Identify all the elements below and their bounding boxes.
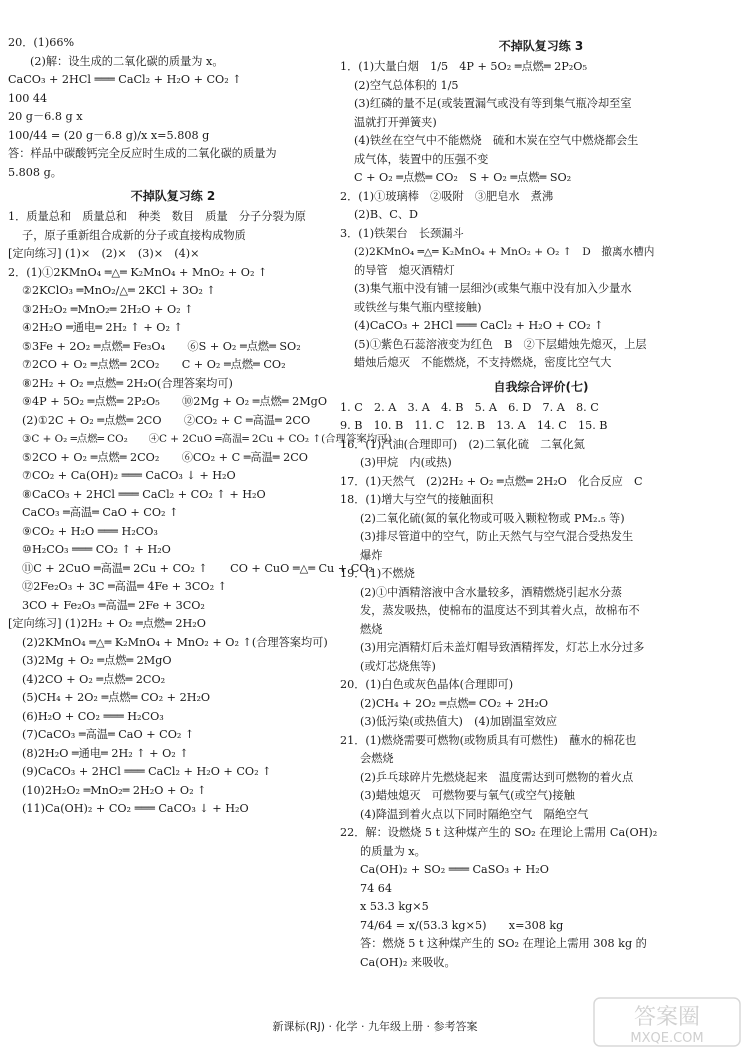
answer-line: (3)红磷的量不足(或装置漏气或没有等到集气瓶冷却至室: [354, 97, 632, 110]
answer-line: (3)甲烷 内(或热): [360, 456, 452, 469]
answer-line: (2)①中酒精溶液中含水量较多，酒精燃烧引起水分蒸: [360, 585, 622, 599]
equation-line: ⑧CaCO₃ + 2HCl ═══ CaCl₂ + CO₂ ↑ + H₂O: [22, 487, 266, 501]
answer-line: 的质量为 x。: [360, 844, 426, 858]
answer-line: 1．(1)大量白烟 1/5 4P + 5O₂ ═点燃═ 2P₂O₅: [340, 60, 587, 73]
answer-line: (2)乒乓球碎片先燃烧起来 温度需达到可燃物的着火点: [360, 770, 634, 784]
proportion-line: 100/44 = (20 g－6.8 g)/x x=5.808 g: [8, 128, 210, 142]
equation-line: ⑩H₂CO₃ ═══ CO₂ ↑ + H₂O: [22, 543, 171, 556]
answer-line: 燃烧: [360, 622, 383, 636]
equation-line: CaCO₃ + 2HCl ═══ CaCl₂ + H₂O + CO₂ ↑: [8, 73, 242, 86]
page-footer: 新课标(RJ) · 化学 · 九年级上册 · 参考答案: [272, 1020, 478, 1033]
answer-line: 20．(1)66%: [8, 36, 75, 49]
answer-line: 答：燃烧 5 t 这种煤产生的 SO₂ 在理论上需用 308 kg 的: [360, 937, 647, 950]
equation-line: ⑪C + 2CuO ═高温═ 2Cu + CO₂ ↑ CO + CuO ═△═ Cu + CO₂: [22, 561, 373, 575]
answer-line: 蜡烛后熄灭 不能燃烧，不支持燃烧，密度比空气大: [354, 356, 612, 369]
answer-line: (或灯芯烧焦等): [360, 659, 436, 673]
answer-line: (3)排尽管道中的空气，防止天然气与空气混合受热发生: [360, 530, 634, 543]
watermark-text: 答案圈: [633, 1005, 701, 1030]
equation-line: (4)2CO + O₂ ═点燃═ 2CO₂: [22, 672, 166, 686]
answer-line: (4)铁丝在空气中不能燃烧 硫和木炭在空气中燃烧都会生: [354, 134, 639, 147]
equation-line: (2)2KMnO₄ ═△═ K₂MnO₄ + MnO₂ + O₂ ↑ D 撤离水槽内: [354, 246, 655, 258]
proportion-line: 74/64 = x/(53.3 kg×5) x=308 kg: [360, 918, 564, 932]
answer-line: (5)①紫色石蕊溶液变为红色 B ②下层蜡烛先熄灭，上层: [354, 337, 647, 351]
equation-line: 2．(1)①2KMnO₄ ═△═ K₂MnO₄ + MnO₂ + O₂ ↑: [8, 265, 268, 279]
answer-line: 3．(1)铁架台 长颈漏斗: [340, 226, 464, 240]
answer-line: Ca(OH)₂ 来吸收。: [360, 955, 456, 969]
answer-line: 5.808 g。: [8, 165, 62, 179]
equation-line: C + O₂ ═点燃═ CO₂ S + O₂ ═点燃═ SO₂: [354, 171, 572, 184]
answer-line: (2)空气总体积的 1/5: [354, 78, 459, 92]
section-title: 不掉队复习练 3: [498, 39, 584, 53]
equation-line: [定向练习] (1)2H₂ + O₂ ═点燃═ 2H₂O: [8, 617, 206, 630]
equation-line: (8)2H₂O ═通电═ 2H₂ ↑ + O₂ ↑: [22, 746, 189, 760]
answer-line: 温就打开弹簧夹): [354, 115, 437, 129]
equation-line: Ca(OH)₂ + SO₂ ═══ CaSO₃ + H₂O: [360, 863, 549, 876]
mass-ratio-line: 74 64: [360, 881, 393, 895]
equation-line: 3CO + Fe₂O₃ ═高温═ 2Fe + 3CO₂: [22, 598, 205, 612]
answer-line: [定向练习] (1)× (2)× (3)× (4)×: [8, 247, 200, 260]
answer-line: 或铁丝与集气瓶内壁接触): [354, 300, 482, 314]
answer-line: (2)解：设生成的二氧化碳的质量为 x。: [30, 54, 224, 68]
answer-line: (4)降温到着火点以下同时隔绝空气 隔绝空气: [360, 807, 589, 821]
answer-line: 22．解：设燃烧 5 t 这种煤产生的 SO₂ 在理论上需用 Ca(OH)₂: [340, 826, 658, 839]
equation-line: (6)H₂O + CO₂ ═══ H₂CO₃: [22, 709, 164, 723]
equation-line: (11)Ca(OH)₂ + CO₂ ═══ CaCO₃ ↓ + H₂O: [22, 802, 249, 815]
equation-line: (7)CaCO₃ ═高温═ CaO + CO₂ ↑: [22, 728, 195, 741]
equation-line: ④2H₂O ═通电═ 2H₂ ↑ + O₂ ↑: [22, 321, 183, 334]
equation-line: ⑦CO₂ + Ca(OH)₂ ═══ CaCO₃ ↓ + H₂O: [22, 469, 236, 482]
choice-answers: 9. B 10. B 11. C 12. B 13. A 14. C 15. B: [340, 419, 608, 432]
watermark-url: MXQE.COM: [630, 1031, 704, 1046]
answer-line: 子，原子重新组合成新的分子或直接构成物质: [22, 228, 246, 242]
answer-line: 16．(1)汽油(合理即可) (2)二氧化硫 二氧化氮: [340, 437, 585, 451]
section-title: 不掉队复习练 2: [130, 189, 216, 203]
mass-ratio-line: x 53.3 kg×5: [360, 900, 429, 913]
equation-line: (2)①2C + O₂ ═点燃═ 2CO ②CO₂ + C ═高温═ 2CO: [22, 413, 311, 427]
answer-line: 1．质量总和 质量总和 种类 数目 质量 分子分裂为原: [8, 210, 306, 223]
answer-line: (2)二氧化硫(氮的氧化物或可吸入颗粒物或 PM₂.₅ 等): [360, 511, 625, 525]
answer-line: 发，蒸发吸热，使棉布的温度达不到其着火点，故棉布不: [360, 604, 640, 617]
choice-answers: 1. C 2. A 3. A 4. B 5. A 6. D 7. A 8. C: [340, 400, 599, 414]
equation-line: ⑨CO₂ + H₂O ═══ H₂CO₃: [22, 524, 158, 538]
answer-line: 爆炸: [360, 548, 383, 562]
equation-line: (9)CaCO₃ + 2HCl ═══ CaCl₂ + H₂O + CO₂ ↑: [22, 765, 272, 778]
section-title: 自我综合评价(七): [493, 379, 589, 394]
equation-line: (10)2H₂O₂ ═MnO₂═ 2H₂O + O₂ ↑: [22, 783, 207, 797]
equation-line: ③2H₂O₂ ═MnO₂═ 2H₂O + O₂ ↑: [22, 302, 194, 316]
equation-line: (4)CaCO₃ + 2HCl ═══ CaCl₂ + H₂O + CO₂ ↑: [354, 319, 604, 332]
answer-line: 18．(1)增大与空气的接触面积: [340, 493, 494, 506]
answer-line: 答：样品中碳酸钙完全反应时生成的二氧化碳的质量为: [8, 147, 277, 160]
equation-line: ⑤3Fe + 2O₂ ═点燃═ Fe₃O₄ ⑥S + O₂ ═点燃═ SO₂: [22, 339, 301, 353]
equation-line: ⑫2Fe₂O₃ + 3C ═高温═ 4Fe + 3CO₂ ↑: [22, 580, 227, 593]
equation-line: CaCO₃ ═高温═ CaO + CO₂ ↑: [22, 506, 179, 519]
answer-line: 成气体，装置中的压强不变: [354, 152, 489, 166]
right-column: [340, 34, 742, 972]
equation-line: (2)CH₄ + 2O₂ ═点燃═ CO₂ + 2H₂O: [360, 696, 549, 710]
equation-line: ⑧2H₂ + O₂ ═点燃═ 2H₂O(合理答案均可): [22, 376, 233, 390]
answer-line: 2．(1)①玻璃棒 ②吸附 ③肥皂水 煮沸: [340, 189, 554, 203]
answer-line: (3)低污染(或热值大) (4)加剧温室效应: [360, 715, 558, 728]
equation-line: (3)2Mg + O₂ ═点燃═ 2MgO: [22, 654, 172, 667]
answer-line: 会燃烧: [360, 752, 394, 765]
equation-line: ⑦2CO + O₂ ═点燃═ 2CO₂ C + O₂ ═点燃═ CO₂: [22, 358, 286, 371]
mass-ratio-line: 20 g－6.8 g x: [8, 110, 83, 123]
answer-line: (3)集气瓶中没有铺一层细沙(或集气瓶中没有加入少量水: [354, 282, 632, 295]
answer-line: 17．(1)天然气 (2)2H₂ + O₂ ═点燃═ 2H₂O 化合反应 C: [340, 474, 643, 488]
answer-line: 21．(1)燃烧需要可燃物(或物质具有可燃性) 蘸水的棉花也: [340, 733, 637, 747]
equation-line: (2)2KMnO₄ ═△═ K₂MnO₄ + MnO₂ + O₂ ↑(合理答案均可): [22, 635, 328, 649]
answer-line: 的导管 熄灭酒精灯: [354, 263, 455, 277]
equation-line: ⑨4P + 5O₂ ═点燃═ 2P₂O₅ ⑩2Mg + O₂ ═点燃═ 2MgO: [22, 395, 327, 408]
answer-line: (2)B、C、D: [354, 208, 418, 221]
watermark-logo: [592, 994, 742, 1050]
equation-line: ③C + O₂ ═点燃═ CO₂ ④C + 2CuO ═高温═ 2Cu + CO₂ ↑(合理答案均可): [22, 433, 392, 445]
equation-line: ②2KClO₃ ═MnO₂/△═ 2KCl + 3O₂ ↑: [22, 284, 216, 297]
equation-line: ⑤2CO + O₂ ═点燃═ 2CO₂ ⑥CO₂ + C ═高温═ 2CO: [22, 450, 308, 464]
equation-line: (5)CH₄ + 2O₂ ═点燃═ CO₂ + 2H₂O: [22, 691, 211, 704]
answer-line: 20．(1)白色或灰色晶体(合理即可): [340, 678, 514, 691]
answer-line: 19．(1)不燃烧: [340, 567, 415, 580]
mass-ratio-line: 100 44: [8, 91, 48, 105]
answer-line: (3)用完酒精灯后未盖灯帽导致酒精挥发，灯芯上水分过多: [360, 641, 645, 654]
answer-line: (3)蜡烛熄灭 可燃物要与氧气(或空气)接触: [360, 789, 575, 802]
